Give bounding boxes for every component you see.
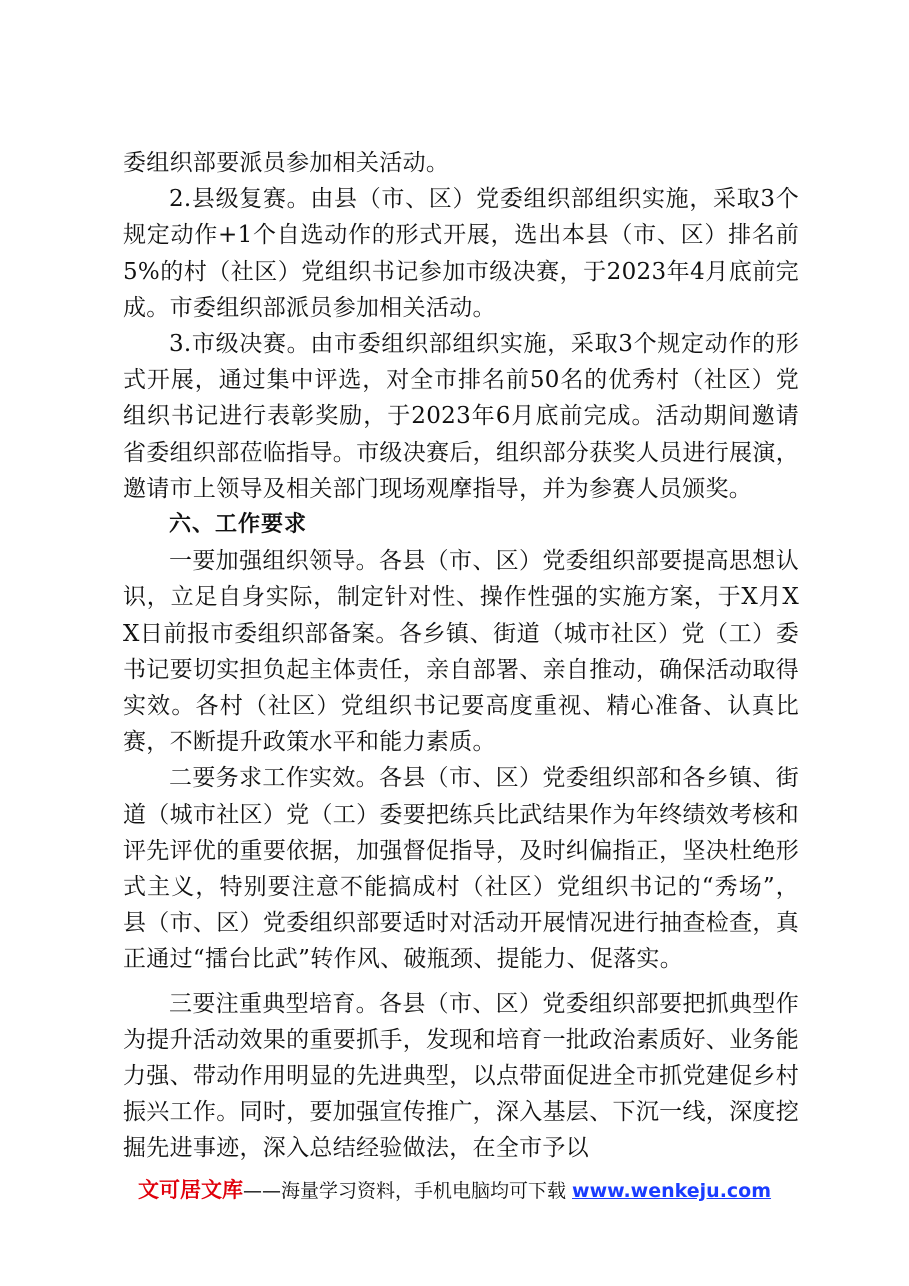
section-heading: 六、工作要求 — [169, 512, 308, 538]
paragraph-requirement-models: 三要注重典型培育。各县（市、区）党委组织部要把抓典型作为提升活动效果的重要抓手，发现和培育一批政治素质好、业务能力强、带动作用明显的先进典型，以点带面促进全市抓党建促乡村振兴工作。同时，要加强宣传推广，深入基层、下沉一线，深度挖掘先进事迹，深入总结经验做法，在全市予以 — [123, 990, 799, 1162]
paragraph-county-semifinal: 2.县级复赛。由县（市、区）党委组织部组织实施，采取3个规定动作+1个自选动作的形式开展，选出本县（市、区）排名前5%的村（社区）党组织书记参加市级决赛，于2023年4月底前完成。市委组织部派员参加相关活动。 — [123, 186, 799, 321]
footer-brand: 文可居文库 — [137, 1178, 243, 1202]
paragraph-continuation: 委组织部要派员参加相关活动。 — [123, 150, 450, 176]
paragraph-city-final: 3.市级决赛。由市委组织部组织实施，采取3个规定动作的形式开展，通过集中评选，对全市排名前50名的优秀村（社区）党组织书记进行表彰奖励，于2023年6月底前完成。活动期间邀请省委组织部莅临指导。市级决赛后，组织部分获奖人员进行展演，邀请市上领导及相关部门现场观摩指导，并为参赛人员颁奖。 — [123, 331, 799, 502]
paragraph-requirement-effectiveness: 二要务求工作实效。各县（市、区）党委组织部和各乡镇、街道（城市社区）党（工）委要把练兵比武结果作为年终绩效考核和评先评优的重要依据，加强督促指导，及时纠偏指正，坚决杜绝形式主义，特别要注意不能搞成村（社区）党组织书记的“秀场”，县（市、区）党委组织部要适时对活动开展情况进行抽查检查，真正通过“擂台比武”转作风、破瓶颈、提能力、促落实。 — [123, 765, 799, 973]
paragraph-requirement-leadership: 一要加强组织领导。各县（市、区）党委组织部要提高思想认识，立足自身实际，制定针对性、操作性强的实施方案，于X月XX日前报市委组织部备案。各乡镇、街道（城市社区）党（工）委书记要切实担负起主体责任，亲自部署、亲自推动，确保活动取得实效。各村（社区）党组织书记要高度重视、精心准备、认真比赛，不断提升政策水平和能力素质。 — [123, 548, 799, 756]
paragraph-gap — [123, 978, 799, 986]
footer-url-link[interactable]: www.wenkeju.com — [572, 1180, 772, 1202]
document-body — [123, 145, 799, 1167]
footer-banner — [0, 1175, 909, 1206]
footer-slogan: ——海量学习资料，手机电脑均可下载 — [242, 1180, 566, 1202]
